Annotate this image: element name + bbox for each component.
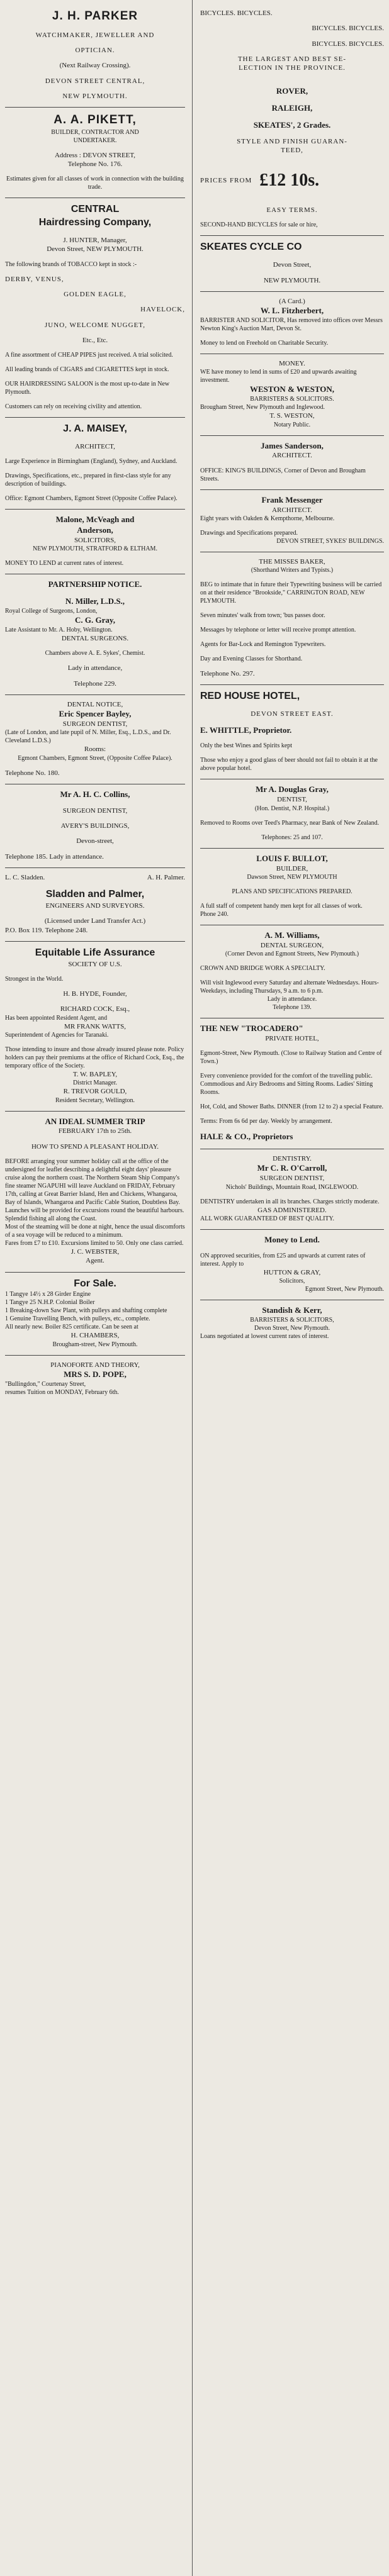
ad-standish	[200, 1300, 384, 1347]
ad-sladden	[5, 868, 185, 942]
ad-line: CROWN AND BRIDGE WORK A SPECIALTY.	[200, 965, 325, 973]
ad-line: Etc., Etc.	[82, 336, 108, 344]
ad-hairdressing	[5, 198, 185, 418]
ad-line: Royal College of Surgeons, London,	[5, 608, 98, 615]
ad-line: Devon-street,	[76, 837, 114, 845]
ad-line: E. WHITTLE, Proprietor.	[200, 725, 292, 735]
ad-line: MR FRANK WATTS,	[64, 1022, 126, 1030]
ad-line: Devon Street, NEW PLYMOUTH.	[47, 245, 144, 254]
ad-messenger	[200, 490, 384, 552]
ad-line: Solicitors,	[279, 1278, 305, 1285]
ad-weston	[200, 354, 384, 435]
ad-title: THE MISSES BAKER,	[259, 557, 325, 566]
ad-line: Mr C. R. O'Carroll,	[257, 1163, 327, 1173]
ad-line: DENTIST,	[277, 796, 307, 804]
ad-line: Telephone No. 176.	[67, 160, 123, 169]
ad-line: Superintendent of Agencies for Taranaki.	[5, 1031, 109, 1039]
ad-title: James Sanderson,	[261, 440, 324, 450]
ad-line: 1 Tangye 25 N.H.P. Colonial Boiler	[5, 1299, 95, 1307]
ad-title: Malone, McVeagh and	[55, 515, 135, 525]
ad-line: Telephone 139.	[273, 1004, 312, 1012]
ad-summer-trip	[5, 1112, 185, 1273]
ad-line: Agents for Bar-Lock and Remington Typewriters.	[200, 641, 326, 649]
ad-line: T. W. BAPLEY,	[72, 1070, 118, 1078]
ad-line: A. H. Palmer.	[147, 874, 185, 882]
ad-bicycles	[200, 0, 384, 236]
ad-line: WATCHMAKER, JEWELLER AND	[35, 31, 155, 39]
ad-line: Drawings and Specifications prepared.	[200, 529, 298, 537]
ad-line: 1 Tangye 14½ x 28 Girder Engine	[5, 1291, 91, 1298]
ad-line: Telephone No. 297.	[200, 670, 255, 678]
ad-line: 1 Breaking-down Saw Plant, with pulleys and shafting complete	[5, 1307, 167, 1315]
ad-line: UNDERTAKER.	[73, 137, 117, 144]
ad-line: OUR HAIRDRESSING SALOON is the most up-to-date in New Plymouth.	[5, 381, 170, 396]
left-column	[0, 0, 190, 2576]
ad-line: Eight years with Oakden & Kempthorne, Melbourne.	[200, 515, 335, 522]
ad-line: Customers can rely on receiving civility and attention.	[5, 403, 142, 411]
ad-line: DEVON STREET, SYKES' BUILDINGS.	[276, 537, 384, 545]
ad-line: R. TREVOR GOULD,	[63, 1088, 127, 1096]
ad-line: 1 Genuine Travelling Bench, with pulleys, etc., complete.	[5, 1315, 150, 1323]
ad-line: Fares from £7 to £10. Excursions limited to 50. Only one class carried.	[5, 1240, 184, 1247]
ad-line: (A Card.)	[279, 297, 305, 305]
ad-line: MONEY TO LEND at current rates of interest.	[5, 560, 124, 567]
ad-line: Lady in attendance.	[267, 996, 317, 1003]
ad-line: PIANOFORTE AND THEORY,	[50, 1361, 140, 1369]
ad-line: H. CHAMBERS,	[70, 1332, 120, 1340]
column-divider	[192, 0, 193, 2576]
ad-line: SOCIETY OF U.S.	[68, 960, 122, 968]
ad-line: Most of the steaming will be done at night, hence the usual discomforts of a sea voyage will be reduced to a minimum.	[5, 1224, 185, 1239]
ad-line: L. C. Sladden.	[5, 874, 45, 882]
ad-line: NEW PLYMOUTH.	[62, 92, 128, 100]
ad-title: DENTISTRY.	[273, 1155, 312, 1163]
ad-title: Equitable Life Assurance	[35, 947, 155, 958]
ad-line: ON approved securities, from £25 and upwards at current rates of interest. Apply to	[200, 1252, 366, 1268]
ad-line: Phone 240.	[200, 910, 228, 918]
ad-line: P.O. Box 119. Telephone 248.	[5, 926, 88, 934]
ad-title: SKEATES CYCLE CO	[200, 242, 302, 253]
ad-line: THE LARGEST AND BEST SE-	[237, 55, 347, 63]
ad-line: BUILDER, CONTRACTOR AND	[51, 128, 139, 136]
ad-line: Telephone 185. Lady in attendance.	[5, 852, 104, 861]
ad-line: Loans negotiated at lowest current rates of interest.	[200, 1332, 329, 1340]
ad-line: DENTISTRY undertaken in all its branches. Charges strictly moderate.	[200, 1198, 380, 1205]
ad-williams	[200, 925, 384, 1018]
ad-line: OPTICIAN.	[75, 46, 115, 54]
ad-line: Egmont-Street, New Plymouth. (Close to Railway Station and Centre of Town.)	[200, 1050, 382, 1066]
ad-line: Resident Secretary, Wellington.	[55, 1096, 135, 1104]
ad-line: AVERY'S BUILDINGS,	[60, 822, 130, 830]
ad-line: TEED,	[281, 147, 303, 155]
ad-line: Drawings, Specifications, etc., prepared in first-class style for any description of buildings.	[5, 472, 171, 488]
ad-line: FEBRUARY 17th to 25th.	[58, 1127, 132, 1135]
ad-line: All nearly new. Boiler 825 certificate. Can be seen at	[5, 1324, 138, 1331]
ad-line: BICYCLES. BICYCLES.	[312, 25, 384, 33]
ad-title: Frank Messenger	[261, 494, 323, 505]
ad-line: DEVON STREET CENTRAL,	[45, 77, 145, 85]
ad-line: (Next Railway Crossing).	[59, 62, 131, 70]
ad-line: Only the best Wines and Spirits kept	[200, 742, 293, 750]
ad-line: Those who enjoy a good glass of beer should not fail to obtain it at the above popular hotel.	[200, 757, 378, 772]
ad-line: ARCHITECT,	[75, 442, 115, 450]
ad-line: Seven minutes' walk from town; 'bus passes door.	[200, 612, 325, 620]
ad-line: Messages by telephone or letter will receive prompt attention.	[200, 627, 356, 634]
ad-line: BARRISTERS & SOLICITORS.	[250, 396, 334, 403]
ad-line: Chambers above A. E. Sykes', Chemist.	[45, 650, 145, 657]
ad-collins	[5, 784, 185, 868]
ad-line: STYLE AND FINISH GUARAN-	[237, 138, 347, 146]
ad-line: Terms: From 6s 6d per day. Weekly by arrangement.	[200, 1118, 332, 1125]
ad-line: Lady in attendance,	[67, 664, 123, 672]
ad-line: Removed to Rooms over Teed's Pharmacy, near Bank of New Zealand.	[200, 819, 380, 827]
ad-line: Telephones: 25 and 107.	[261, 834, 323, 841]
ad-malone	[5, 510, 185, 574]
ad-line: PLANS AND SPECIFICATIONS PREPARED.	[232, 888, 352, 895]
ad-line: Dawson Street, NEW PLYMOUTH	[247, 873, 337, 881]
ad-title: THE NEW "TROCADERO"	[200, 1023, 303, 1034]
ad-line: All leading brands of CIGARS and CIGARETTES kept in stock.	[5, 366, 169, 374]
ad-line: NEW PLYMOUTH, STRATFORD & ELTHAM.	[33, 545, 157, 553]
ad-line: C. G. Gray,	[75, 615, 115, 625]
ad-line: GAS ADMINISTERED.	[257, 1206, 327, 1214]
ad-title: PARTNERSHIP NOTICE.	[48, 579, 142, 589]
ad-line: Every convenience provided for the comfort of the travelling public. Commodious and Airy Bedrooms and Sitting Rooms. Ladies' Sitting Rooms.	[200, 1073, 373, 1096]
ad-title: Money to Lend.	[264, 1234, 320, 1244]
ad-line: SURGEON DENTIST,	[259, 1174, 325, 1183]
ad-line: RALEIGH,	[271, 103, 313, 113]
ad-partnership	[5, 574, 185, 695]
ad-title: Standish & Kerr,	[262, 1305, 322, 1315]
ad-line: Has been appointed Resident Agent, and	[5, 1014, 108, 1022]
ad-line: DEVON STREET EAST.	[251, 710, 334, 718]
ad-line: N. Miller, L.D.S.,	[65, 596, 125, 606]
ad-line: Nichols' Buildings, Mountain Road, INGLEWOOD.	[225, 1183, 359, 1191]
ad-title: MRS S. D. POPE,	[64, 1369, 127, 1380]
ad-line: T. S. WESTON,	[269, 412, 315, 420]
ad-equitable	[5, 942, 185, 1112]
ad-line: Devon Street, New Plymouth.	[254, 1324, 330, 1332]
ad-line: BARRISTER AND SOLICITOR, Has removed into offices over Messrs Newton King's Auction Mart, Devon St.	[200, 317, 383, 333]
ad-line: Strongest in the World.	[5, 976, 64, 983]
ad-line: HUTTON & GRAY,	[263, 1268, 321, 1276]
ad-line: BICYCLES. BICYCLES.	[312, 40, 384, 48]
ad-line: (Shorthand Writers and Typists.)	[251, 567, 334, 574]
ad-line: EASY TERMS.	[266, 206, 318, 215]
ad-line: WESTON & WESTON,	[249, 384, 335, 394]
ad-line: Hot, Cold, and Shower Baths. DINNER (from 12 to 2) a special Feature.	[200, 1103, 384, 1111]
ad-title: AN IDEAL SUMMER TRIP	[45, 1116, 145, 1126]
ad-title: LOUIS F. BULLOT,	[256, 853, 328, 863]
ad-line: SURGEON DENTIST,	[62, 720, 128, 728]
ad-ocarroll	[200, 1149, 384, 1230]
ad-money-to-lend	[200, 1230, 384, 1300]
ad-line: Launches will be provided for excursions round the beautiful harbours.	[5, 1207, 184, 1215]
ad-line: Devon Street,	[273, 261, 312, 269]
ad-line: ARCHITECT.	[272, 452, 312, 460]
ad-line: Large Experience in Birmingham (England), Sydney, and Auckland.	[5, 458, 178, 466]
ad-line: Will visit Inglewood every Saturday and alternate Wednesdays. Hours-Weekdays, including Thursdays, 9 a.m. to 6 p.m.	[200, 979, 379, 995]
ad-line: H. B. HYDE, Founder,	[63, 990, 127, 998]
ad-line: ROVER,	[276, 86, 308, 96]
ad-pope	[5, 1356, 185, 1403]
ad-line: Rooms:	[84, 745, 106, 754]
ad-line: BICYCLES. BICYCLES.	[200, 9, 273, 17]
ad-line: SURGEON DENTIST,	[62, 806, 128, 815]
ad-line: A fine assortment of CHEAP PIPES just received. A trial solicited.	[5, 352, 173, 359]
ad-line: District Manager.	[73, 1079, 117, 1087]
ad-sanderson	[200, 436, 384, 490]
ad-line: Estimates given for all classes of work in connection with the building trade.	[6, 176, 184, 191]
ad-line: Day and Evening Classes for Shorthand.	[200, 655, 303, 663]
ad-line: NEW PLYMOUTH.	[263, 276, 321, 284]
ad-line: PRIVATE HOTEL,	[265, 1034, 319, 1042]
ad-line: "Bullingdon," Courtenay Street,	[5, 1380, 86, 1388]
ad-parker	[5, 0, 185, 108]
ad-line: A full staff of competent handy men kept for all classes of work.	[200, 902, 363, 910]
ad-line: Address : DEVON STREET,	[54, 151, 136, 159]
ad-line: (Corner Devon and Egmont Streets, New Plymouth.)	[225, 951, 359, 958]
ad-line: Notary Public.	[273, 421, 311, 428]
ad-line: Money to lend on Freehold on Charitable Security.	[200, 340, 329, 347]
ad-title: J. H. PARKER	[52, 9, 138, 23]
ad-bullot	[200, 849, 384, 925]
ad-title: For Sale.	[74, 1278, 116, 1289]
ad-line: PRICES FROM	[200, 176, 252, 184]
ad-line: BARRISTERS & SOLICITORS,	[250, 1316, 334, 1324]
ad-line: The following brands of TOBACCO kept in stock :-	[5, 260, 137, 268]
ad-line: (Late of London, and late pupil of N. Miller, Esq., L.D.S., and Dr. Cleveland L.D.S.)	[5, 729, 171, 745]
price-label: £12 10s.	[259, 170, 320, 190]
ad-line: (Licensed under Land Transfer Act.)	[44, 917, 146, 925]
ad-line: OFFICE: KING'S BUILDINGS, Corner of Devon and Brougham Streets.	[200, 467, 366, 482]
ad-maisey	[5, 418, 185, 510]
ad-title: Eric Spencer Bayley,	[59, 709, 132, 719]
ad-line: BEG to intimate that in future their Typewriting business will be carried on at their residence "Brookside," CARRINGTON ROAD, NEW PLYMOUTH.	[200, 581, 382, 605]
ad-line: RICHARD COCK, Esq.,	[60, 1005, 130, 1013]
ad-title: RED HOUSE HOTEL,	[200, 691, 300, 702]
ad-line: Egmont Street, New Plymouth.	[305, 1286, 384, 1293]
ad-line: DENTAL NOTICE,	[67, 700, 123, 708]
ad-line: (Hon. Dentist, N.P. Hospital.)	[254, 805, 330, 812]
ad-line: SOLICITORS,	[74, 537, 116, 544]
ad-title: A. A. PIKETT,	[54, 113, 137, 127]
ad-for-sale	[5, 1273, 185, 1356]
ad-pikett	[5, 108, 185, 198]
ad-title: Mr A. H. C. Collins,	[60, 789, 130, 799]
ad-line: HALE & CO., Proprietors	[200, 1132, 293, 1142]
ad-line: SECOND-HAND BICYCLES for sale or hire,	[200, 221, 318, 229]
ad-line: BEFORE arranging your summer holiday call at the office of the undersigned for leaflet describing a delightful eight days' pleasure cruise along the northern coast. The Northern Steam Ship Company's fine steamer NGAPUHI will leave Auckland on FRIDAY, February 17th, calling at Great Barrier Island, Hen and Chickens, Whangaroa, Bay of Islands, Whangaroa and Pacific Cable Station, Doubtless Bay.	[5, 1158, 180, 1207]
ad-line: JUNO, WELCOME NUGGET,	[45, 321, 145, 329]
ad-line: GOLDEN EAGLE,	[64, 290, 127, 298]
ad-line: Late Assistant to Mr. A. Hoby, Wellington.	[5, 626, 113, 633]
ad-skeates	[200, 236, 384, 291]
ad-title: Anderson,	[77, 525, 113, 535]
ad-baker	[200, 552, 384, 686]
ad-line: WE have money to lend in sums of £20 and upwards awaiting investment.	[200, 369, 357, 384]
ad-line: DERBY, VENUS,	[5, 275, 64, 283]
ad-line: HOW TO SPEND A PLEASANT HOLIDAY.	[31, 1142, 159, 1151]
ad-trocadero	[200, 1018, 384, 1149]
ad-title: Mr A. Douglas Gray,	[256, 784, 329, 795]
ad-title: J. A. MAISEY,	[63, 423, 127, 435]
ad-line: Office: Egmont Chambers, Egmont Street (Opposite Coffee Palace).	[5, 495, 178, 503]
right-column	[195, 0, 389, 2576]
ad-line: J. HUNTER, Manager,	[63, 237, 127, 245]
ad-line: HAVELOCK,	[140, 306, 185, 314]
ad-line: LECTION IN THE PROVINCE.	[239, 64, 346, 72]
ad-douglas-gray	[200, 779, 384, 848]
ad-title: A. M. Williams,	[264, 930, 320, 940]
ad-title: CENTRAL	[70, 204, 120, 215]
ad-line: J. C. WEBSTER,	[70, 1248, 120, 1256]
ad-title: W. L. Fitzherbert,	[260, 306, 324, 316]
ad-fitzherbert	[200, 292, 384, 354]
ad-line: BUILDER,	[276, 864, 308, 873]
ad-red-house	[200, 685, 384, 779]
ad-line: DENTAL SURGEONS.	[61, 634, 129, 642]
ad-bayley	[5, 695, 185, 784]
ad-line: Splendid fishing all along the Coast.	[5, 1215, 97, 1223]
ad-title: MONEY.	[279, 360, 305, 368]
ad-line: DENTAL SURGEON,	[260, 941, 324, 949]
ad-title: Sladden and Palmer,	[45, 889, 145, 900]
ad-line: ALL WORK GUARANTEED OF BEST QUALITY.	[200, 1215, 334, 1222]
ad-line: Brougham-street, New Plymouth.	[52, 1341, 138, 1348]
ad-line: Telephone No. 180.	[5, 769, 60, 777]
ad-title: Hairdressing Company,	[38, 217, 152, 228]
ad-line: SKEATES', 2 Grades.	[253, 120, 331, 130]
ad-line: ENGINEERS AND SURVEYORS.	[45, 902, 145, 910]
ad-line: ARCHITECT.	[272, 506, 312, 514]
ad-line: Telephone 229.	[74, 679, 116, 688]
ad-line: Brougham Street, New Plymouth and Inglewood.	[200, 404, 325, 411]
ad-line: resumes Tuition on MONDAY, February 6th.	[5, 1388, 119, 1396]
ad-line: Egmont Chambers, Egmont Street, (Opposite Coffee Palace).	[18, 754, 172, 762]
ad-line: Agent.	[86, 1257, 104, 1265]
ad-line: Those intending to insure and those already insured please note. Policy holders can pay their premiums at the office of Richard Cock, Esq., the temporary office of the Society.	[5, 1045, 184, 1069]
